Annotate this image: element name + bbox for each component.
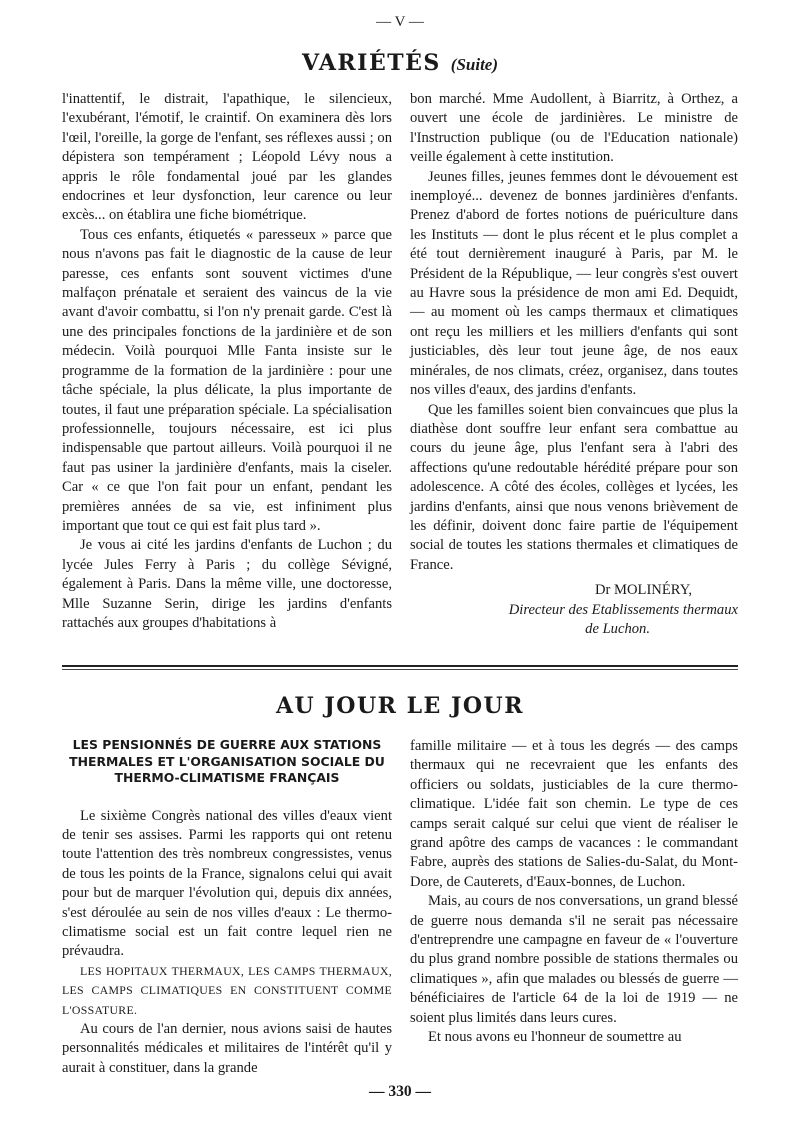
- author-role: Directeur des Etablissements thermaux: [508, 601, 738, 618]
- paragraph: Jeunes filles, jeunes femmes dont le dévouement est inemployé... devenez de bonnes jardinières d'enfants. Prenez d'abord de fortes notions de puériculture dans les Instituts — dont le plus récent et le plus complet a été tout dernièrement inauguré à Paris, par M. le Président de la République, — leur congrès s'est ouvert au Havre sous la présidence de mon ami Ed. Dequidt, — au moment où les camps thermaux et climatiques ont reçu les milliers et les milliers d'enfants qui sont justiciables, dès leur tout jeune âge, de nos eaux minérales, de nos climats, créez, organisez, dans toutes nos villes d'eaux, des jardins d'enfants.: [410, 168, 738, 399]
- author-place: de Luchon.: [585, 620, 650, 637]
- page-number: — 330 —: [369, 1083, 431, 1100]
- paragraph: famille militaire — et à tous les degrés — des camps thermaux qui ne recevraient que les enfants des officiers ou soldats, justiciables de la cure thermo-climatique. L'idée fait son chemin. Le type de ces camps serait calqué sur celui que vient de réaliser le grand apôtre des camps de vacances : le commandant Fabre, auprès des stations de Salies-du-Salat, du Mont-Dore, de Cauterets, d'Eaux-bonnes, de Luchon.: [410, 738, 738, 890]
- paragraph: Et nous avons eu l'honneur de soumettre au: [428, 1029, 682, 1046]
- paragraph: l'inattentif, le distrait, l'apathique, le silencieux, l'exubérant, l'émotif, le craintif. On examinera dès lors l'œil, l'oreille, la gorge de l'enfant, ses réflexes aussi ; on dépistera son tempérament ; Léopold Lévy nous a appris le rôle fondamental joué par les glandes endocrines et leur dysfonction, leur carence ou leur excès... on établira une fiche biométrique.: [62, 91, 392, 224]
- section-title-text: VARIÉTÉS: [301, 50, 441, 76]
- page-folio-roman: — V —: [376, 14, 424, 30]
- paragraph: Au cours de l'an dernier, nous avions saisi de hautes personnalités médicales et militaires de l'intérêt qu'il y aurait à constituer, dans la grande: [62, 1020, 392, 1076]
- paragraph: Que les familles soient bien convaincues que plus la diathèse dont souffre leur enfant sera combattue au cours du jeune âge, plus l'enfant sera à l'abri des affections qu'une redoutable hérédité prépare pour son adolescence. A côté des écoles, collèges et lycées, les jardins d'enfants, ainsi que nous venons brièvement de les définir, doivent donc faire partie de l'équipement social de toutes les stations thermales et climatiques de France.: [410, 401, 738, 573]
- article-subheading: LES PENSIONNÉS DE GUERRE AUX STATIONS THERMALES ET L'ORGANISATION SOCIALE DU THERMO-CLIMATISME FRANÇAIS: [69, 737, 385, 785]
- au-jour-left-column: [62, 737, 392, 1078]
- paragraph: Je vous ai cité les jardins d'enfants de Luchon ; du lycée Jules Ferry à Paris ; du collège Sévigné, également à Paris. Dans la même ville, une doctoresse, Mlle Suzanne Serin, dirige les jardins d'enfants rattachés aux groupes d'habitations à: [62, 537, 392, 631]
- varietes-right-column: [410, 90, 738, 639]
- paragraph: Mais, au cours de nos conversations, un grand blessé de guerre nous demanda s'il ne serait pas nécessaire d'entreprendre une campagne en faveur de « l'ouverture du plus grand nombre possible de stations thermales ou climatiques », afin que malades ou blessés de guerre — bénéficiaires de l'article 64 de la loi de 1919 — ne soient plus limités dans leurs cures.: [410, 893, 738, 1026]
- paragraph-smallcaps: LES HOPITAUX THERMAUX, LES CAMPS THERMAUX, LES CAMPS CLIMATIQUES EN CONSTITUENT COMME L'OSSATURE.: [62, 963, 392, 1017]
- paragraph: Le sixième Congrès national des villes d'eaux vient de tenir ses assises. Parmi les rapports qui ont retenu toute l'attention des très nombreux congressistes, venus de tous les points de la France, signalons celui qui avait pour but de marquer l'évolution qui, depuis dix années, s'est déroulée au sein de nos villes d'eaux : Le thermo-climatisme social est un fait contre lequel rien ne prévaudra.: [62, 807, 392, 960]
- author-name: Dr MOLINÉRY,: [594, 582, 692, 599]
- varietes-left-column: [62, 90, 392, 633]
- section-title: [0, 50, 800, 76]
- section-divider-thin: [62, 669, 738, 670]
- paragraph: bon marché. Mme Audollent, à Biarritz, à Orthez, a ouvert une école de jardinières. Le ministre de l'Instruction publique (ou de l'Education nationale) veille également à cette institution.: [410, 91, 738, 166]
- au-jour-right-column: [410, 737, 738, 1048]
- paragraph: Tous ces enfants, étiquetés « paresseux » parce que nous n'avons pas fait le diagnostic de la cause de leur paresse, ces enfants sont souvent victimes d'une malfaçon prénatale et seraient des vaincus de la vie avant d'avoir combattu, si l'on n'y prenait garde. C'est là une des principales fonctions de la jardinière et de son médecin. Voilà pourquoi Mlle Fanta insiste sur le programme de la formation de la jardinière : pour une tâche spéciale, la plus délicate, la plus importante de toutes, il faut une préparation spéciale. La spécialisation professionnelle, toujours nécessaire, est ici plus indispensable que partout ailleurs. Voilà pourquoi il ne faut pas usiner la jardinière d'enfants, mais la ciseler. Car « ce que l'on fait pour un enfant, pendant les premières années de sa vie, est infiniment plus important que tout ce qui est fait plus tard ».: [62, 226, 392, 534]
- section-divider: [62, 665, 738, 667]
- au-jour-le-jour-title: AU JOUR LE JOUR: [275, 693, 525, 719]
- author-signature: [410, 581, 738, 639]
- section-title-suite: (Suite): [450, 55, 499, 74]
